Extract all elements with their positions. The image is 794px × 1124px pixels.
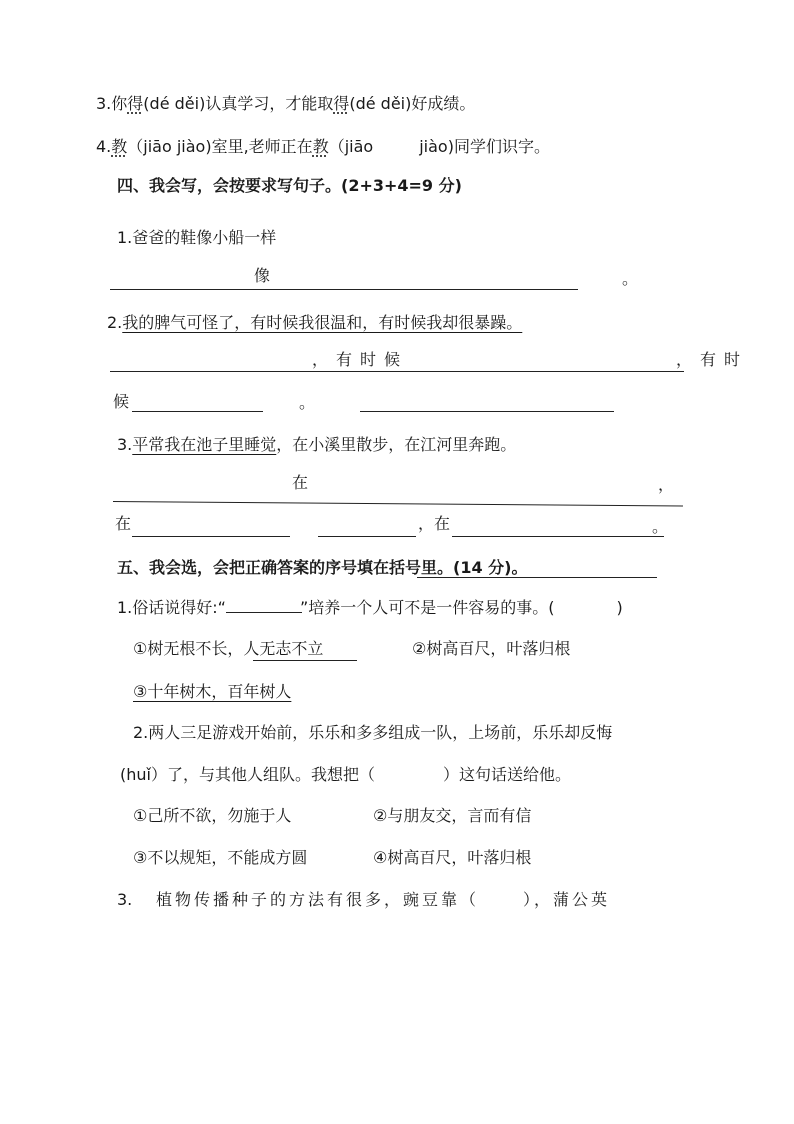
- q4-pinyin2-b: jiào): [419, 137, 454, 156]
- s4-item3-fill-a: 在: [292, 473, 309, 492]
- q4-pre: 4.: [96, 137, 112, 156]
- s4-item3-fill-b: 在: [115, 514, 132, 533]
- s4-item1-end: 。: [622, 269, 639, 288]
- q4-char1: 教: [111, 137, 128, 156]
- s4-item3-answer-line-3[interactable]: [318, 536, 416, 537]
- s5-q1-opt3[interactable]: ③十年树木，百年树人: [133, 682, 292, 701]
- s5-q2-opt3[interactable]: ③不以规矩，不能成方圆: [133, 848, 308, 867]
- q3-pinyin1: (dé děi): [143, 94, 206, 113]
- s4-item3-comma: ，: [658, 475, 675, 494]
- s4-item2-answer-line-3[interactable]: [360, 411, 614, 412]
- s5-q2-line2: [120, 764, 571, 786]
- q3-mid: 认真学习，才能取: [205, 94, 334, 113]
- s4-item3-num: 3.: [117, 435, 133, 454]
- s5-q1-prompt-c: ): [616, 598, 623, 617]
- q4-post: 同学们识字。: [453, 137, 550, 156]
- s5-q2-opt1[interactable]: ①己所不欲，勿施于人: [133, 806, 292, 825]
- s5-q1-opt1-underline: [253, 660, 357, 661]
- s4-item3-answer-line-4[interactable]: [452, 536, 664, 537]
- q3-pre: 3.你: [96, 94, 128, 113]
- s5-q3-text-b: ），蒲公英: [523, 890, 611, 909]
- s4-item2-prompt: [107, 312, 522, 334]
- s4-item3-text-underlined: 平常我在池子里睡觉: [132, 435, 277, 454]
- s4-item3-answer-line-2[interactable]: [132, 536, 290, 537]
- s5-q3-text: [156, 889, 610, 911]
- s5-q1-blank[interactable]: [226, 596, 302, 613]
- q3-char2: 得: [333, 94, 350, 113]
- q4-pinyin2-a: （jiāo: [328, 137, 374, 156]
- section5-heading-underline: [417, 577, 657, 578]
- s4-item1-prompt: 1.爸爸的鞋像小船一样: [117, 228, 277, 247]
- q4-line: [96, 136, 550, 158]
- q3-post: 好成绩。: [411, 94, 476, 113]
- s5-q1-opt2[interactable]: ②树高百尺，叶落归根: [412, 639, 571, 658]
- s5-q1-prompt-a: 1.俗话说得好:“: [117, 598, 226, 617]
- q4-pinyin1: （jiāo jiào): [127, 137, 212, 156]
- s5-q2-line1: 2.两人三足游戏开始前，乐乐和多多组成一队，上场前，乐乐却反悔: [133, 723, 613, 742]
- s5-q2-opt4[interactable]: ④树高百尺，叶落归根: [373, 848, 532, 867]
- s5-q3-text-a: 植物传播种子的方法有很多，豌豆靠（: [156, 890, 480, 909]
- q4-mid: 室里,老师正在: [211, 137, 313, 156]
- s4-item2-text: 我的脾气可怪了，有时候我很温和，有时候我却很暴躁。: [122, 313, 523, 332]
- q3-line: [96, 93, 475, 115]
- s4-item3-fill-c: ，在: [418, 514, 451, 533]
- s4-item3-end: 。: [652, 517, 669, 536]
- section5-heading: 五、我会选，会把正确答案的序号填在括号里。(14 分)。: [117, 558, 528, 577]
- s5-q2-line2-b: ）这句话送给他。: [442, 765, 571, 784]
- s4-item2-answer-line-2[interactable]: [132, 411, 263, 412]
- q4-char2: 教: [312, 137, 329, 156]
- q3-pinyin2: (dé děi): [349, 94, 412, 113]
- s5-q1-opt1[interactable]: ①树无根不长，人无志不立: [133, 639, 324, 658]
- s4-item3-text-rest: ，在小溪里散步，在江河里奔跑。: [276, 435, 517, 454]
- s5-q1-prompt-b: ”培养一个人可不是一件容易的事。(: [299, 598, 555, 617]
- section4-heading: 四、我会写，会按要求写句子。(2+3+4=9 分): [117, 176, 462, 195]
- q3-char1: 得: [127, 94, 144, 113]
- s4-item3-answer-line-1[interactable]: [113, 501, 683, 506]
- s4-item2-end: 。: [299, 393, 316, 412]
- s4-item1-fill-word: 像: [254, 266, 271, 285]
- s4-item2-fill-c: 候: [113, 392, 130, 411]
- s4-item2-num: 2.: [107, 313, 123, 332]
- s4-item2-fill-a: ，有时候: [312, 350, 409, 369]
- s5-q1-prompt: [117, 596, 623, 619]
- s5-q2-line2-a: (huǐ）了，与其他人组队。我想把（: [120, 765, 375, 784]
- s4-item3-prompt: [117, 434, 516, 456]
- s4-item1-answer-line[interactable]: [110, 289, 578, 290]
- s4-item2-fill-b: ，有时: [676, 350, 749, 369]
- s5-q2-opt2[interactable]: ②与朋友交，言而有信: [373, 806, 532, 825]
- s5-q3-num: 3.: [117, 890, 133, 909]
- s4-item2-answer-line-1[interactable]: [110, 371, 684, 372]
